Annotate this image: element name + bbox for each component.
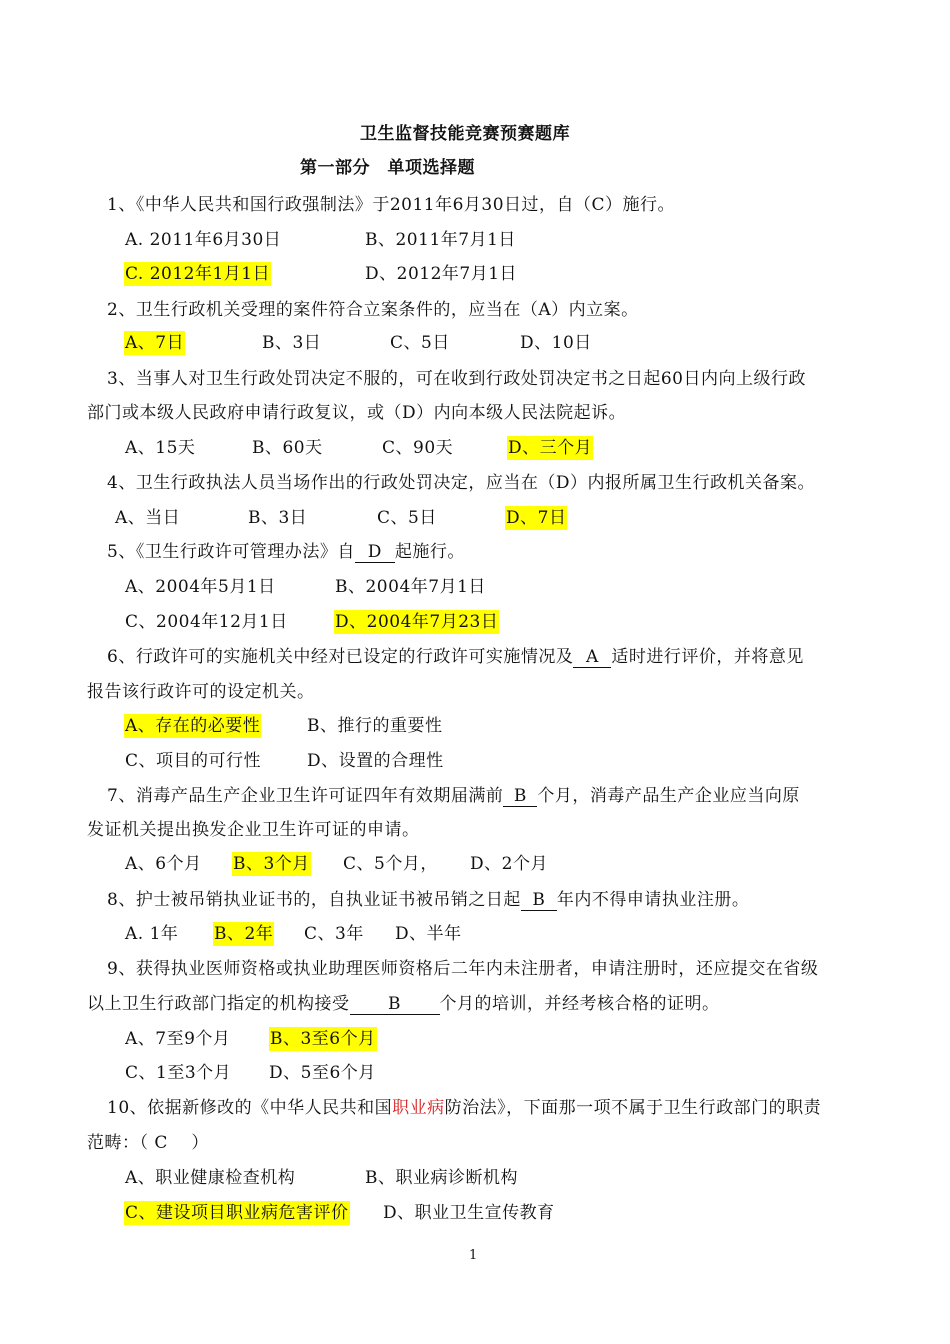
q8-option-b: B、2年 — [214, 924, 274, 944]
question-6-cont: 报告该行政许可的设定机关。 — [87, 682, 315, 702]
q4-option-d: D、7日 — [506, 508, 567, 528]
page-title: 卫生监督技能竞赛预赛题库 — [360, 124, 570, 144]
q5-option-d: D、2004年7月23日 — [335, 612, 499, 632]
q7-option-d: D、2个月 — [470, 854, 548, 874]
q3-option-c: C、90天 — [382, 438, 454, 458]
q2-option-a: A、7日 — [125, 333, 185, 353]
q1-option-b: B、2011年7月1日 — [365, 230, 516, 250]
question-8 — [107, 888, 749, 912]
q7-text-post: 个月，消毒产品生产企业应当向原 — [537, 786, 800, 806]
page-number: 1 — [469, 1248, 478, 1263]
question-1: 1、《中华人民共和国行政强制法》于2011年6月30日过，自（C）施行。 — [107, 195, 676, 215]
q6-answer-blank: A — [573, 647, 611, 668]
question-9-cont — [87, 992, 720, 1016]
q6-option-c: C、项目的可行性 — [125, 751, 262, 771]
question-7-cont: 发证机关提出换发企业卫生许可证的申请。 — [87, 820, 420, 840]
q5-option-c: C、2004年12月1日 — [125, 612, 288, 632]
q6-option-d: D、设置的合理性 — [307, 751, 444, 771]
q6-text-post: 适时进行评价，并将意见 — [611, 647, 804, 667]
question-2: 2、卫生行政机关受理的案件符合立案条件的，应当在（A）内立案。 — [107, 300, 639, 320]
q5-answer-blank: D — [355, 542, 395, 563]
q10-red-term: 职业病 — [392, 1098, 445, 1118]
q8-option-a: A. 1年 — [125, 924, 179, 944]
q2-option-b: B、3日 — [262, 333, 322, 353]
q8-answer-blank: B — [521, 890, 557, 911]
q5-option-a: A、2004年5月1日 — [125, 577, 276, 597]
q7-option-c: C、5个月， — [343, 854, 438, 874]
q6-option-b: B、推行的重要性 — [307, 716, 443, 736]
q8-option-d: D、半年 — [395, 924, 462, 944]
q9-option-c: C、1至3个月 — [125, 1063, 232, 1083]
q4-option-a: A、当日 — [115, 508, 181, 528]
q1-option-c: C. 2012年1月1日 — [125, 264, 271, 284]
q9-option-b: B、3至6个月 — [270, 1029, 376, 1049]
q6-text-pre: 6、行政许可的实施机关中经对已设定的行政许可实施情况及 — [107, 647, 574, 667]
q9-text-pre: 以上卫生行政部门指定的机构接受 — [87, 994, 350, 1014]
q10-option-d: D、职业卫生宣传教育 — [383, 1203, 555, 1223]
question-3: 3、当事人对卫生行政处罚决定不服的，可在收到行政处罚决定书之日起60日内向上级行政 — [107, 369, 806, 389]
question-10 — [107, 1096, 821, 1120]
q8-text-pre: 8、护士被吊销执业证书的，自执业证书被吊销之日起 — [107, 890, 521, 910]
q5-text-pre: 5、《卫生行政许可管理办法》自 — [107, 542, 355, 562]
q2-option-d: D、10日 — [520, 333, 592, 353]
q3-option-b: B、60天 — [252, 438, 323, 458]
q8-text-post: 年内不得申请执业注册。 — [556, 890, 750, 910]
q8-option-c: C、3年 — [304, 924, 364, 944]
q7-option-b: B、3个月 — [233, 854, 310, 874]
q2-option-c: C、5日 — [390, 333, 450, 353]
q10-text-post: 防治法》，下面那一项不属于卫生行政部门的职责 — [444, 1098, 822, 1118]
question-6 — [107, 645, 804, 669]
q7-option-a: A、6个月 — [125, 854, 202, 874]
question-5 — [107, 540, 465, 564]
q3-option-a: A、15天 — [125, 438, 196, 458]
q9-option-a: A、7至9个月 — [125, 1029, 231, 1049]
question-3-cont: 部门或本级人民政府申请行政复议，或（D）内向本级人民法院起诉。 — [87, 403, 627, 423]
q10-option-a: A、职业健康检查机构 — [125, 1168, 296, 1188]
q6-option-a: A、存在的必要性 — [125, 716, 261, 736]
q10-option-c: C、建设项目职业病危害评价 — [125, 1203, 349, 1223]
question-7 — [107, 784, 800, 808]
q4-option-c: C、5日 — [377, 508, 437, 528]
question-9: 9、获得执业医师资格或执业助理医师资格后二年内未注册者，申请注册时，还应提交在省级 — [107, 959, 819, 979]
q7-text-pre: 7、消毒产品生产企业卫生许可证四年有效期届满前 — [107, 786, 504, 806]
q9-text-post: 个月的培训，并经考核合格的证明。 — [439, 994, 720, 1014]
q3-option-d: D、三个月 — [508, 438, 593, 458]
q9-option-d: D、5至6个月 — [269, 1063, 376, 1083]
q10-text-pre: 10、依据新修改的《中华人民共和国 — [107, 1098, 393, 1118]
q10-option-b: B、职业病诊断机构 — [365, 1168, 518, 1188]
q1-option-d: D、2012年7月1日 — [365, 264, 518, 284]
q5-option-b: B、2004年7月1日 — [335, 577, 486, 597]
q7-answer-blank: B — [503, 786, 537, 807]
q5-text-post: 起施行。 — [394, 542, 465, 562]
section-heading: 第一部分 单项选择题 — [300, 158, 475, 178]
question-10-cont: 范畴：（ C ） — [87, 1133, 209, 1153]
question-4: 4、卫生行政执法人员当场作出的行政处罚决定，应当在（D）内报所属卫生行政机关备案。 — [107, 473, 815, 493]
q9-answer-blank: B — [350, 994, 440, 1015]
q1-option-a: A. 2011年6月30日 — [125, 230, 282, 250]
q4-option-b: B、3日 — [248, 508, 308, 528]
